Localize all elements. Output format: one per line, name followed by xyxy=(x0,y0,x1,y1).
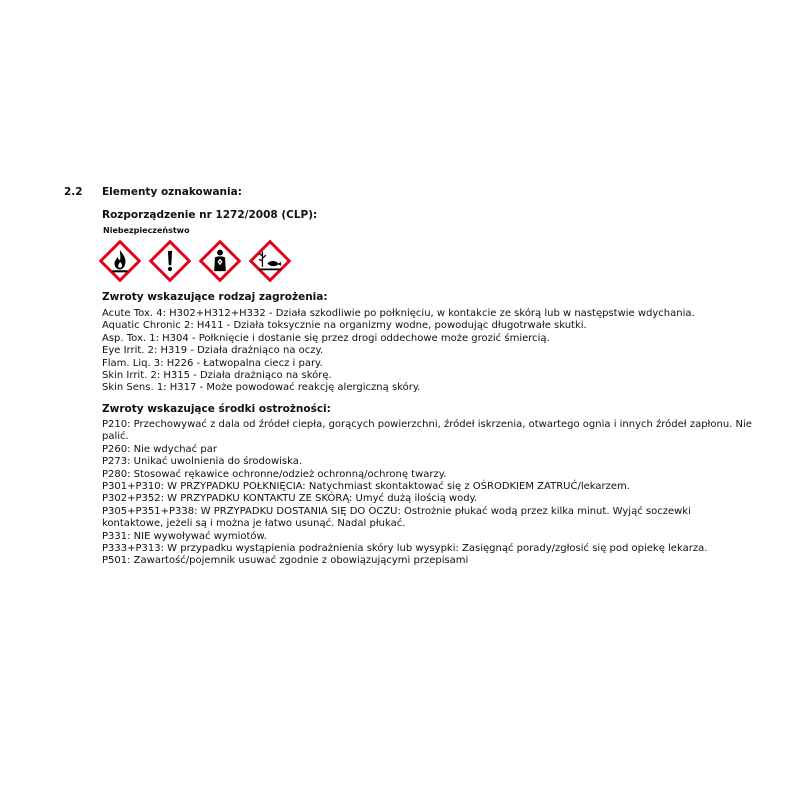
hazard-statement: Eye Irrit. 2: H319 - Działa drażniąco na oczy. xyxy=(102,345,324,357)
signal-word: Niebezpieczeństwo xyxy=(103,226,190,235)
hazard-statement: Skin Irrit. 2: H315 - Działa drażniąco na skórę. xyxy=(102,370,332,382)
precautionary-statements-heading: Zwroty wskazujące środki ostrożności: xyxy=(102,403,331,415)
hazard-statements-heading: Zwroty wskazujące rodzaj zagrożenia: xyxy=(102,291,328,303)
precautionary-statement: P331: NIE wywoływać wymiotów. xyxy=(102,530,267,542)
precautionary-statement: P210: Przechowywać z dala od źródeł ciepła, gorących powierzchni, źródeł iskrzenia, otwartego ognia i innych źródeł zapłonu. Nie palić. xyxy=(102,419,752,443)
precautionary-statement: P273: Unikać uwolnienia do środowiska. xyxy=(102,456,303,468)
environment-icon xyxy=(249,240,291,282)
section-heading xyxy=(64,186,242,198)
section-number: 2.2 xyxy=(64,186,83,198)
exclamation-icon xyxy=(149,240,191,282)
precautionary-statement: P302+P352: W PRZYPADKU KONTAKTU ZE SKÓRĄ: Umyć dużą ilością wody. xyxy=(102,493,478,505)
precautionary-statement: P501: Zawartość/pojemnik usuwać zgodnie z obowiązującymi przepisami xyxy=(102,555,469,567)
health-hazard-icon xyxy=(199,240,241,282)
hazard-statement: Acute Tox. 4: H302+H312+H332 - Działa szkodliwie po połknięciu, w kontakcie ze skórą lub w następstwie wdychania. xyxy=(102,308,695,319)
flame-icon xyxy=(99,240,141,282)
precautionary-statement: P301+P310: W PRZYPADKU POŁKNIĘCIA: Natychmiast skontaktować się z OŚRODKIEM ZATRUĆ/lekarzem. xyxy=(102,481,630,493)
hazard-statement: Aquatic Chronic 2: H411 - Działa toksycznie na organizmy wodne, powodując długotrwałe skutki. xyxy=(102,320,587,332)
precautionary-statement: P305+P351+P338: W PRZYPADKU DOSTANIA SIĘ DO OCZU: Ostrożnie płukać wodą przez kilka minut. Wyjąć soczewki kontaktowe, jeżeli są i można je łatwo usunąć. Nadal płukać. xyxy=(102,505,691,530)
hazard-statement: Asp. Tox. 1: H304 - Połknięcie i dostanie się przez drogi oddechowe może grozić śmiercią. xyxy=(102,332,550,344)
precautionary-statement: P280: Stosować rękawice ochronne/odzież ochronną/ochronę twarzy. xyxy=(102,468,447,480)
ghs-pictograms xyxy=(99,240,291,282)
precautionary-statement: P333+P313: W przypadku wystąpienia podrażnienia skóry lub wysypki: Zasięgnąć porady/zgłosić się pod opiekę lekarza. xyxy=(102,543,708,555)
precautionary-statements-list xyxy=(102,419,752,568)
precautionary-statement: P260: Nie wdychać par xyxy=(102,443,217,455)
hazard-statement: Skin Sens. 1: H317 - Może powodować reakcję alergiczną skóry. xyxy=(102,382,421,394)
hazard-statement: Flam. Liq. 3: H226 - Łatwopalna ciecz i pary. xyxy=(102,357,323,369)
regulation-heading: Rozporządzenie nr 1272/2008 (CLP): xyxy=(102,209,318,221)
section-title: Elementy oznakowania: xyxy=(102,186,242,198)
hazard-statements-list xyxy=(102,308,752,395)
